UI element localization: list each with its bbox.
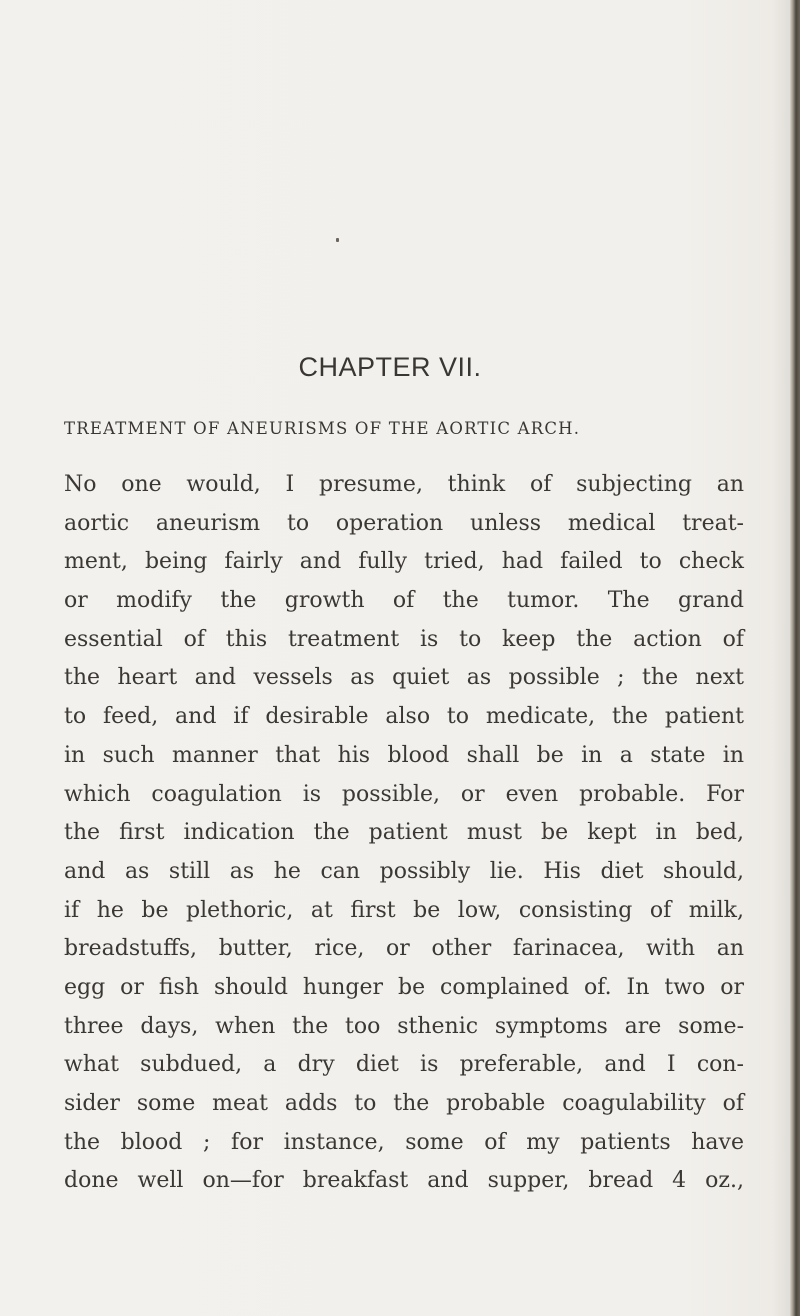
text-line: the blood ; for instance, some of my patients have [64, 1129, 744, 1155]
text-line: sider some meat adds to the probable coagulability of [64, 1091, 744, 1116]
book-spine-edge [790, 0, 800, 1316]
text-line: if he be plethoric, at first be low, consisting of milk, [64, 897, 744, 923]
text-line: three days, when the too sthenic symptoms are some- [64, 1013, 744, 1039]
text-line: the first indication the patient must be kept in bed, [64, 820, 744, 846]
text-line: essential of this treatment is to keep the action of [64, 626, 744, 652]
text-line: or modify the growth of the tumor. The grand [64, 588, 744, 614]
text-line: to feed, and if desirable also to medicate, the patient [64, 704, 744, 730]
page-edge-shadow [772, 0, 790, 1316]
chapter-title: CHAPTER VII. [298, 352, 482, 382]
body-paragraph [64, 466, 744, 1201]
text-line: aortic aneurism to operation unless medical treat- [64, 510, 744, 536]
text-line: in such manner that his blood shall be in a state in [64, 742, 744, 768]
text-line: No one would, I presume, think of subjecting an [64, 472, 744, 497]
text-line: ment, being fairly and fully tried, had failed to check [64, 549, 744, 575]
text-line: which coagulation is possible, or even probable. For [64, 781, 744, 807]
text-line: breadstuffs, butter, rice, or other farinacea, with an [64, 936, 744, 962]
text-line: and as still as he can possibly lie. His diet should, [64, 858, 744, 884]
ink-speck [336, 238, 339, 242]
section-title: TREATMENT OF ANEURISMS OF THE AORTIC ARCH. [64, 419, 581, 438]
text-line: egg or fish should hunger be complained of. In two or [64, 974, 744, 1000]
text-line: done well on—for breakfast and supper, bread 4 oz., [64, 1168, 744, 1194]
text-line: the heart and vessels as quiet as possible ; the next [64, 665, 744, 691]
text-line: what subdued, a dry diet is preferable, and I con- [64, 1052, 744, 1078]
